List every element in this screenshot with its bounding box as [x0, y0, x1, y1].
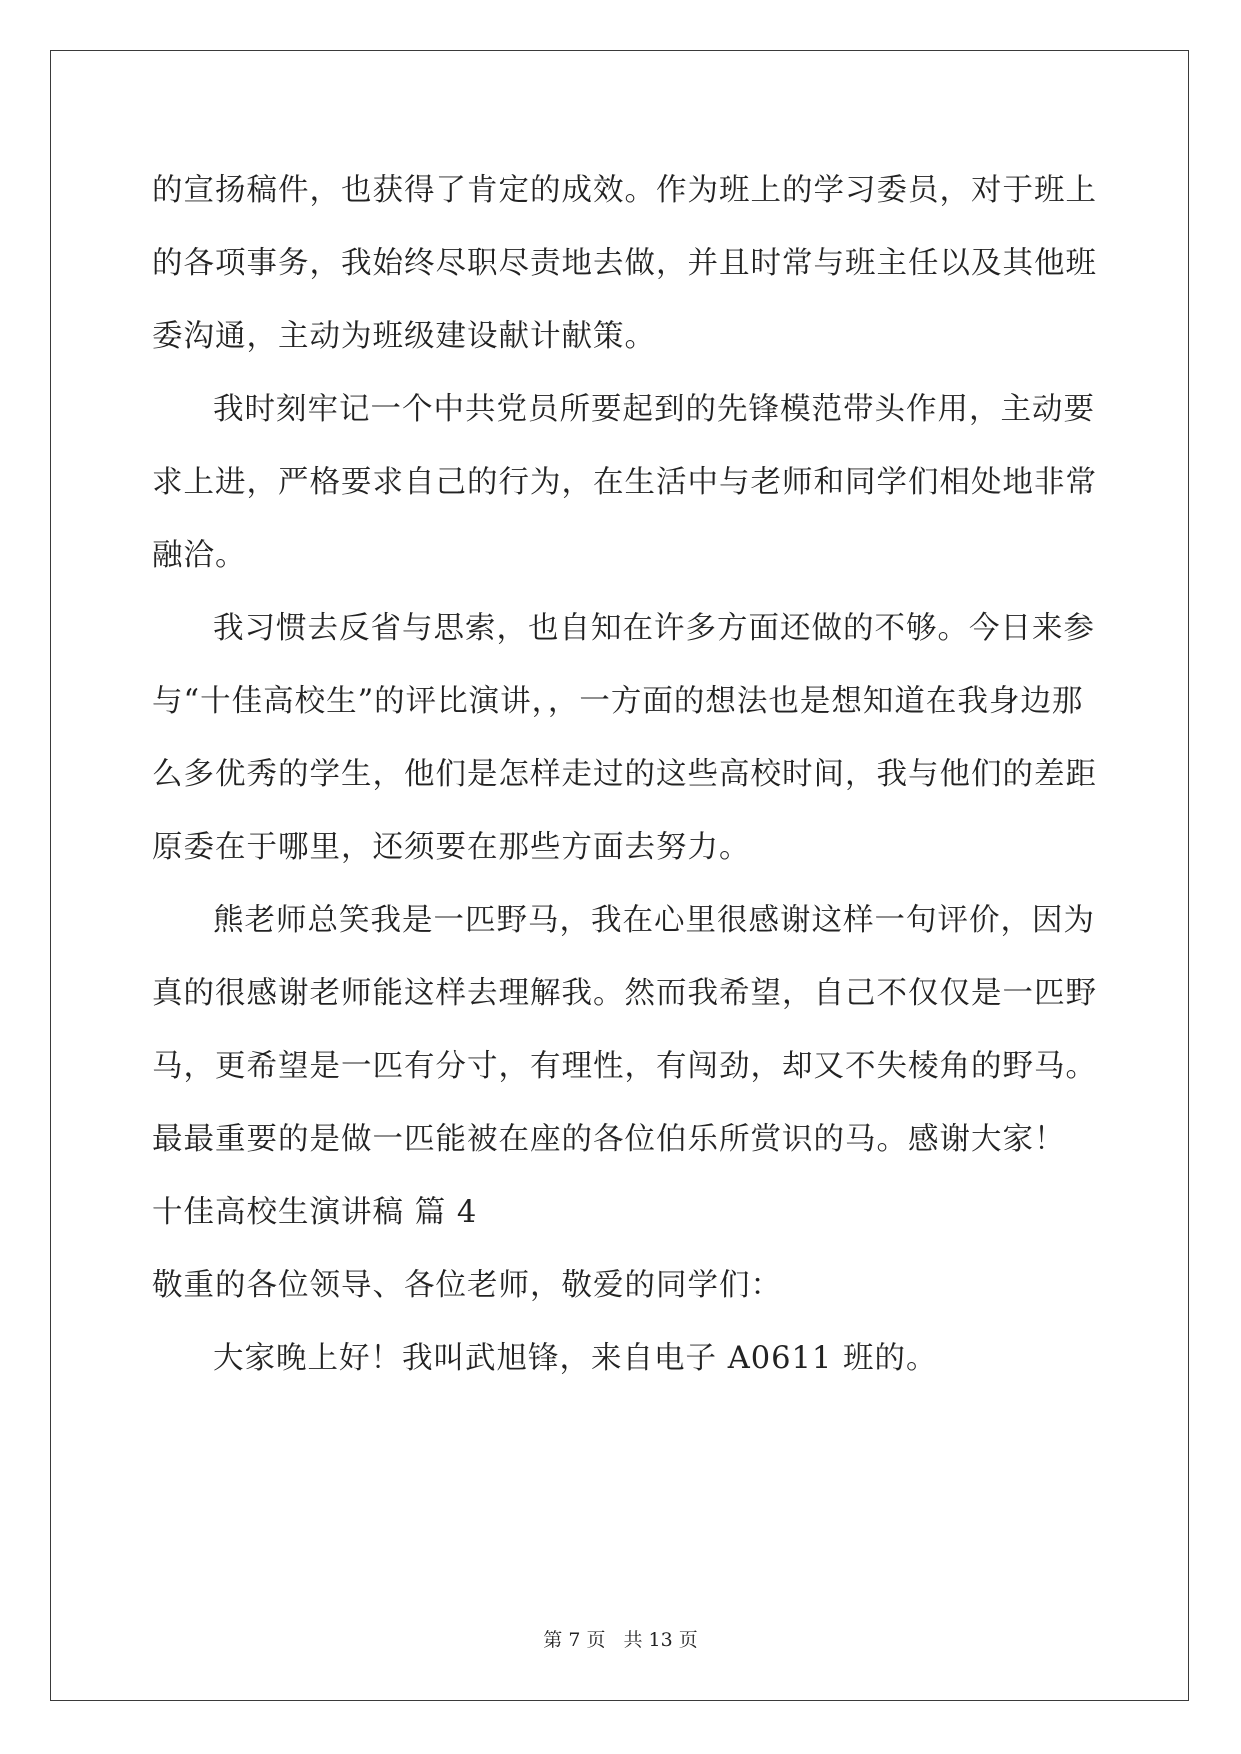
text-line: 我习惯去反省与思索，也自知在许多方面还做的不够。今日来参 — [213, 611, 1095, 646]
text-line: 最最重要的是做一匹能被在座的各位伯乐所赏识的马。感谢大家！ — [152, 1122, 1066, 1157]
text-line: 真的很感谢老师能这样去理解我。然而我希望，自己不仅仅是一匹野 — [152, 976, 1097, 1011]
section-heading: 十佳高校生演讲稿 篇 4 — [152, 1195, 478, 1230]
page-footer — [0, 1625, 1241, 1652]
text-line: 的各项事务，我始终尽职尽责地去做，并且时常与班主任以及其他班 — [152, 246, 1097, 281]
text-line: 融洽。 — [152, 538, 247, 573]
text-line: 委沟通，主动为班级建设献计献策。 — [152, 319, 656, 354]
text-line: 求上进，严格要求自己的行为，在生活中与老师和同学们相处地非常 — [152, 465, 1097, 500]
text-line: 与“十佳高校生”的评比演讲，，一方面的想法也是想知道在我身边那 — [152, 684, 1084, 719]
text-line: 我时刻牢记一个中共党员所要起到的先锋模范带头作用，主动要 — [213, 392, 1095, 427]
text-line: 的宣扬稿件，也获得了肯定的成效。作为班上的学习委员，对于班上 — [152, 173, 1097, 208]
page-number-total: 共 13 页 — [623, 1629, 698, 1651]
text-line: 大家晚上好！我叫武旭锋，来自电子 A0611 班的。 — [213, 1341, 938, 1376]
page-border — [50, 50, 1189, 1701]
text-line: 熊老师总笑我是一匹野马，我在心里很感谢这样一句评价，因为 — [213, 903, 1095, 938]
page-number-current: 第 7 页 — [543, 1629, 606, 1651]
salutation: 敬重的各位领导、各位老师，敬爱的同学们： — [152, 1268, 782, 1303]
text-line: 么多优秀的学生，他们是怎样走过的这些高校时间，我与他们的差距 — [152, 757, 1097, 792]
text-line: 原委在于哪里，还须要在那些方面去努力。 — [152, 830, 751, 865]
text-line: 马，更希望是一匹有分寸，有理性，有闯劲，却又不失棱角的野马。 — [152, 1049, 1097, 1084]
